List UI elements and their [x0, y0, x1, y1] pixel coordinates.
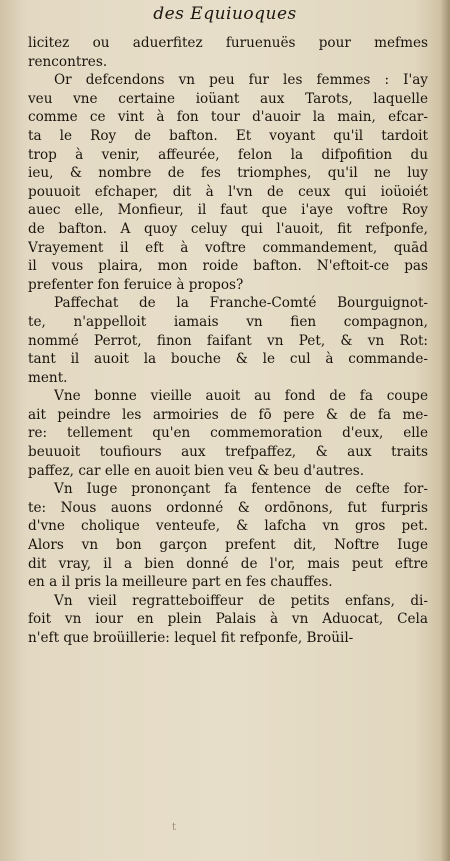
text-line: te, n'appelloit iamais vn fien compagnon, — [28, 313, 428, 330]
text-line: te: Nous auons ordonné & ordōnons, fut furpris — [28, 499, 428, 516]
folio-mark: t — [172, 822, 177, 833]
text-line: paffez, car elle en auoit bien veu & beu d'autres. — [28, 462, 365, 479]
text-line: de bafton. A quoy celuy qui l'auoit, fit refponfe, — [28, 220, 428, 237]
text-line: re: tellement qu'en commemoration d'eux, elle — [28, 425, 428, 442]
text-line: nommé Perrot, finon faifant vn Pet, & vn Rot: — [28, 332, 428, 349]
text-line: prefenter fon feruice à propos? — [28, 276, 244, 293]
paragraph — [28, 480, 428, 592]
text-line: ta le Roy de bafton. Et voyant qu'il tardoit — [28, 127, 428, 144]
text-line: n'eft que broüillerie: lequel fit refponfe, Broüil- — [28, 630, 354, 646]
text-line: licitez ou aduerfitez furuenuës pour mefmes — [28, 35, 428, 51]
text-line: ait peindre les armoiries de fō pere & de fa me- — [28, 406, 428, 423]
text-line: en a il pris la meilleure part en fes chauffes. — [28, 574, 333, 591]
paragraph — [28, 34, 428, 71]
text-line: tant il auoit la bouche & le cul à commande- — [28, 351, 428, 368]
paragraph — [28, 387, 428, 480]
text-line: comme ce vint à fon tour d'auoir la main, efcar- — [28, 109, 428, 126]
text-line: beuuoit toufiours aux trefpaffez, & aux traits — [28, 444, 428, 461]
text-line: il vous plaira, mon roide bafton. N'eftoit-ce pas — [28, 258, 428, 275]
text-line: auec elle, Monfieur, il faut que i'aye voftre Roy — [28, 202, 428, 219]
text-line: trop à venir, affeurée, felon la difpofition du — [28, 146, 428, 163]
text-line: Vn vieil regratteboiffeur de petits enfans, di- — [54, 592, 428, 609]
text-line: Vrayement il eft à voftre commandement, quād — [28, 239, 428, 256]
text-line: foit vn iour en plein Palais à vn Aduocat, Cela — [28, 611, 428, 628]
text-line: Alors vn bon garçon prefent dit, Noftre Iuge — [28, 537, 428, 554]
text-line: Or defcendons vn peu fur les femmes : I'ay — [54, 72, 428, 89]
paragraph — [28, 294, 428, 387]
running-head: des Equiuoques — [153, 4, 297, 24]
text-line: rencontres. — [28, 53, 108, 70]
text-line: Paffechat de la Franche-Comté Bourguignot- — [54, 295, 428, 312]
paragraph — [28, 592, 428, 648]
page-gutter-shadow — [440, 0, 450, 861]
text-line: d'vne cholique venteufe, & lafcha vn gros pet. — [28, 518, 428, 535]
body-text — [28, 34, 428, 648]
text-line: ieu, & nombre de fes triomphes, qu'il ne luy — [28, 165, 428, 182]
paragraph — [28, 71, 428, 294]
text-line: Vn Iuge prononçant fa fentence de cefte for- — [54, 481, 428, 498]
text-line: ment. — [28, 369, 68, 386]
text-line: dit vray, il a bien donné de l'or, mais peut eftre — [28, 555, 428, 572]
text-line: pouuoit efchaper, dit à l'vn de ceux qui ioüoiét — [28, 183, 428, 200]
text-line: Vne bonne vieille auoit au fond de fa coupe — [54, 388, 428, 405]
text-line: veu vne certaine ioüant aux Tarots, laquelle — [28, 90, 428, 107]
